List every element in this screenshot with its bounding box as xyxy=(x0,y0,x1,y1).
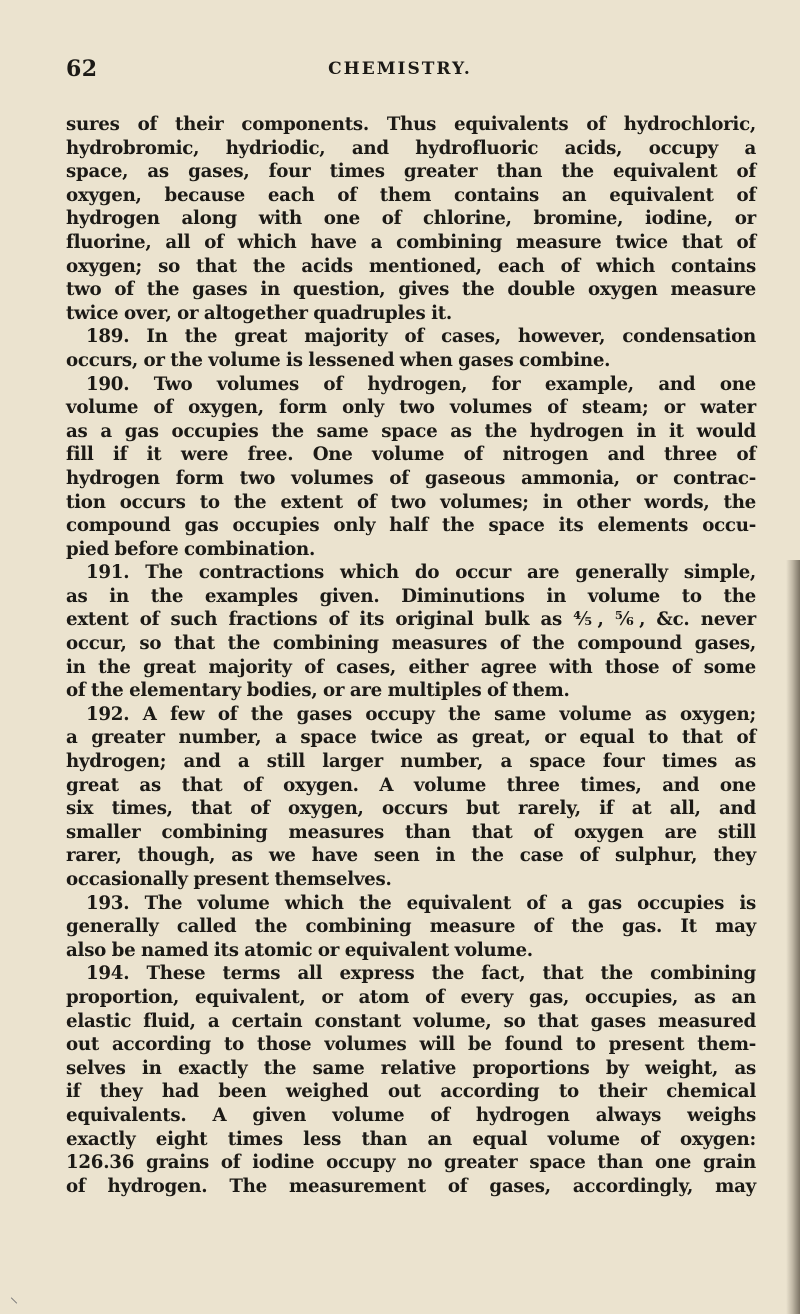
text-line: hydrogen; and a still larger number, a space four times as xyxy=(66,751,756,773)
paragraph-191-start: 191. The contractions which do occur are generally simple, xyxy=(86,562,756,584)
text-line: as a gas occupies the same space as the hydrogen in it would xyxy=(66,420,756,442)
text-line: equivalents. A given volume of hydrogen always weighs xyxy=(66,1104,756,1126)
text-line: great as that of oxygen. A volume three times, and one xyxy=(66,774,756,796)
text-line: hydrogen form two volumes of gaseous ammonia, or contrac- xyxy=(66,467,756,489)
text-line: sures of their components. Thus equivalents of hydrochloric, xyxy=(66,114,756,135)
text-line: rarer, though, as we have seen in the case of sulphur, they xyxy=(66,845,756,867)
paragraph-192-start: 192. A few of the gases occupy the same volume as oxygen; xyxy=(86,703,756,725)
paragraph-194-start: 194. These terms all express the fact, that the combining xyxy=(86,963,756,985)
text-line: tion occurs to the extent of two volumes; in other words, the xyxy=(66,491,756,513)
text-line: elastic fluid, a certain constant volume, so that gases measured xyxy=(66,1010,756,1032)
page-edge-shadow xyxy=(786,560,800,1314)
text-line: occasionally present themselves. xyxy=(66,869,392,890)
text-line: extent of such fractions of its original bulk as ⅘, ⅚, &c. never xyxy=(66,609,756,631)
paragraph-190-start: 190. Two volumes of hydrogen, for example, and one xyxy=(86,373,756,395)
text-line: six times, that of oxygen, occurs but rarely, if at all, and xyxy=(66,798,756,820)
scan-mark xyxy=(11,1297,17,1303)
text-line: oxygen, because each of them contains an equivalent of xyxy=(66,184,756,206)
text-line: occur, so that the combining measures of the compound gases, xyxy=(66,633,756,655)
text-line: oxygen; so that the acids mentioned, each of which contains xyxy=(66,255,756,277)
running-head xyxy=(0,56,800,86)
paragraph-193-start: 193. The volume which the equivalent of a gas occupies is xyxy=(86,892,756,914)
text-line: fluorine, all of which have a combining measure twice that of xyxy=(66,231,756,253)
text-line: as in the examples given. Diminutions in volume to the xyxy=(66,585,756,607)
text-line: a greater number, a space twice as great, or equal to that of xyxy=(66,727,756,749)
text-line: two of the gases in question, gives the double oxygen measure xyxy=(66,279,756,301)
text-line: occurs, or the volume is lessened when gases combine. xyxy=(66,349,611,371)
text-line: twice over, or altogether quadruples it. xyxy=(66,302,452,324)
text-line: generally called the combining measure of the gas. It may xyxy=(66,916,756,938)
text-line: 126.36 grains of iodine occupy no greater space than one grain xyxy=(66,1152,756,1174)
text-line: pied before combination. xyxy=(66,538,316,560)
text-line: hydrogen along with one of chlorine, bromine, iodine, or xyxy=(66,208,756,230)
text-line: smaller combining measures than that of oxygen are still xyxy=(66,821,756,843)
text-line: also be named its atomic or equivalent volume. xyxy=(66,939,533,961)
text-line: fill if it were free. One volume of nitrogen and three of xyxy=(66,444,756,466)
page-number: 62 xyxy=(66,56,98,82)
text-line: compound gas occupies only half the space its elements occu- xyxy=(66,515,756,537)
paragraph-189-start: 189. In the great majority of cases, however, condensation xyxy=(86,326,756,348)
running-title: CHEMISTRY. xyxy=(328,59,472,79)
text-line: in the great majority of cases, either agree with those of some xyxy=(66,656,756,678)
text-line: if they had been weighed out according to their chemical xyxy=(66,1081,756,1103)
text-line: of the elementary bodies, or are multiples of them. xyxy=(66,680,570,702)
text-line: proportion, equivalent, or atom of every gas, occupies, as an xyxy=(66,986,756,1008)
text-line: space, as gases, four times greater than the equivalent of xyxy=(66,161,756,183)
text-line: of hydrogen. The measurement of gases, accordingly, may xyxy=(66,1175,756,1197)
text-line: hydrobromic, hydriodic, and hydrofluoric acids, occupy a xyxy=(66,137,756,159)
text-line: volume of oxygen, form only two volumes of steam; or water xyxy=(66,397,756,419)
text-line: exactly eight times less than an equal volume of oxygen: xyxy=(66,1128,756,1150)
body-text xyxy=(66,113,756,1198)
text-line: selves in exactly the same relative proportions by weight, as xyxy=(66,1057,756,1079)
text-line: out according to those volumes will be found to present them- xyxy=(66,1034,756,1056)
